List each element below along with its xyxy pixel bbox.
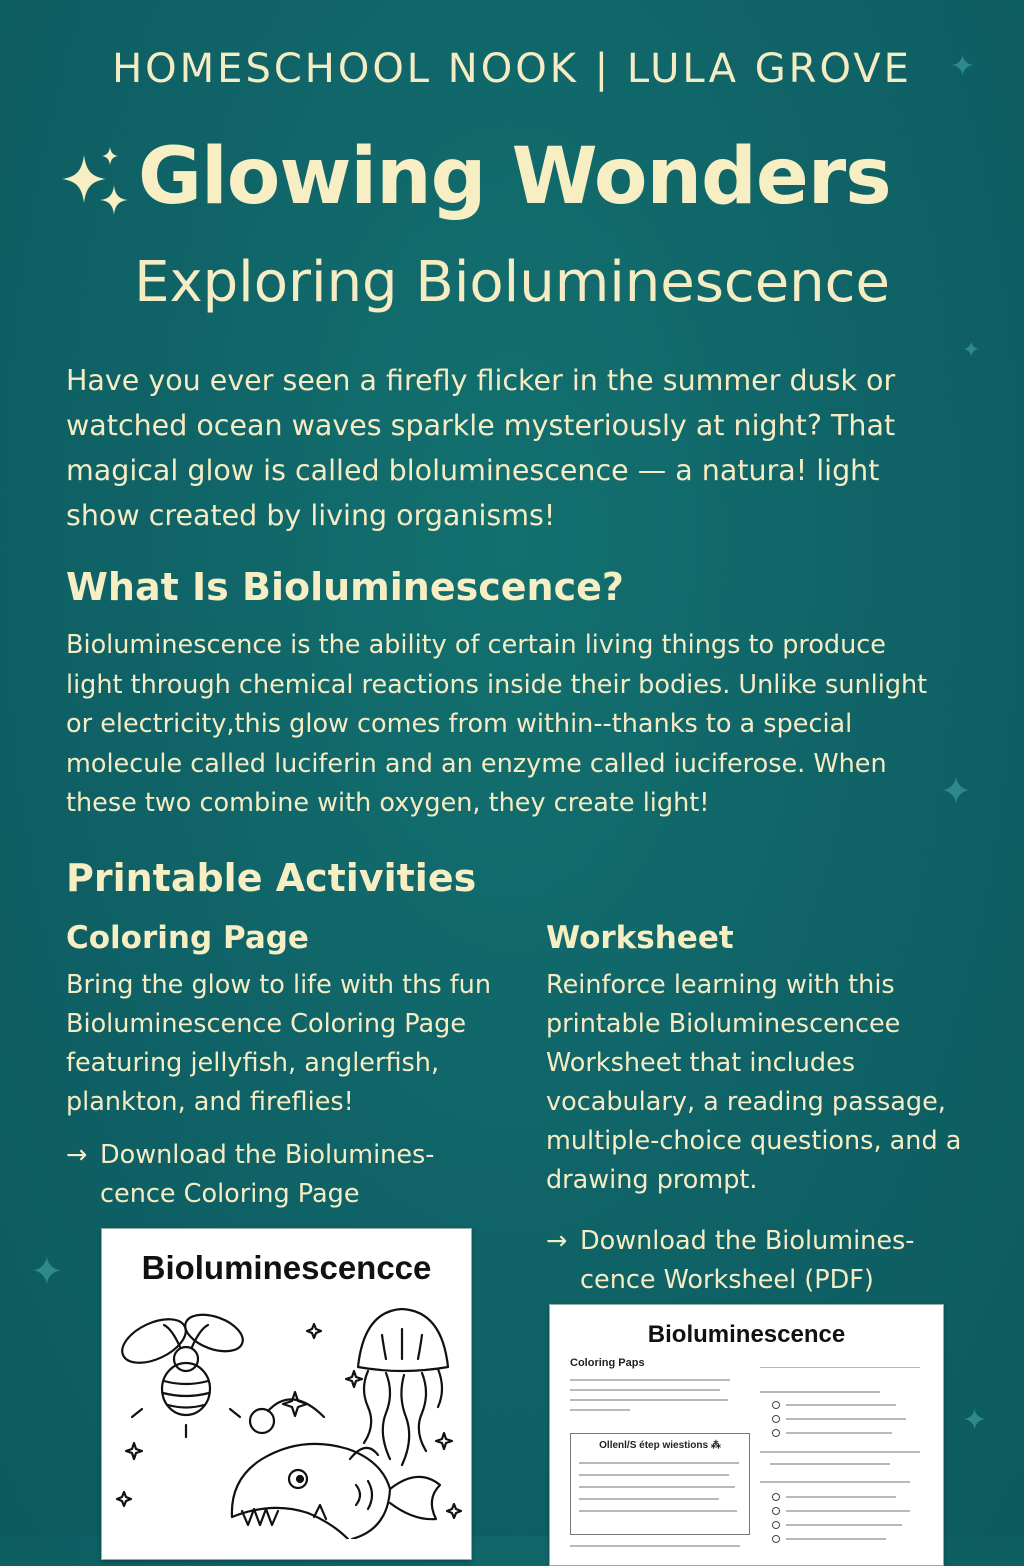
worksheet-description: Reinforce learning with this printable Bioluminescencee Worksheet that includes vocabulary, a reading passage, multiple-choice questions, and a drawing prompt. — [546, 970, 962, 1195]
worksheet-text-line — [786, 1404, 896, 1406]
coloring-page-preview[interactable] — [101, 1228, 472, 1560]
coloring-page-illustration — [102, 1289, 471, 1539]
worksheet-heading: Worksheet — [546, 920, 734, 956]
coloring-page-heading: Coloring Page — [66, 920, 309, 956]
worksheet-preview[interactable] — [549, 1304, 944, 1566]
worksheet-answer-bubble — [772, 1507, 780, 1515]
worksheet-text-line — [760, 1367, 920, 1368]
worksheet-text-line — [786, 1418, 906, 1420]
worksheet-text-line — [570, 1409, 630, 1411]
worksheet-answer-bubble — [772, 1493, 780, 1501]
worksheet-text-line — [786, 1432, 892, 1434]
worksheet-text-line — [770, 1463, 890, 1465]
download-worksheet-label: Download the Biolumines-cence Worksheel (PDF) — [580, 1226, 915, 1295]
firefly-icon — [116, 1308, 248, 1437]
worksheet-text-line — [570, 1389, 720, 1391]
worksheet-text-line — [570, 1399, 728, 1401]
worksheet-text-line — [786, 1538, 886, 1540]
anglerfish-icon — [232, 1399, 440, 1539]
section-heading-activities: Printable Activities — [66, 856, 477, 900]
worksheet-question-box — [570, 1433, 750, 1535]
brand-header: HOMESCHOOL NOOK | LULA GROVE — [112, 46, 912, 92]
worksheet-preview-title: Bioluminescence — [647, 1321, 846, 1348]
sparkle-icon — [60, 137, 132, 217]
page-subtitle: Exploring Bioluminescence — [134, 250, 890, 315]
coloring-page-description: Bring the glow to life with ths fun Bioluminescence Coloring Page featuring jellyfish, anglerfish, plankton, and fireflies! — [66, 970, 492, 1117]
download-worksheet-link[interactable] — [546, 1222, 966, 1300]
worksheet-column — [546, 920, 966, 1300]
coloring-page-column — [66, 920, 506, 1214]
worksheet-answer-bubble — [772, 1429, 780, 1437]
download-coloring-page-link[interactable] — [66, 1136, 506, 1214]
worksheet-answer-bubble — [772, 1415, 780, 1423]
worksheet-text-line — [786, 1524, 902, 1526]
worksheet-text-line — [579, 1474, 729, 1476]
sparkle-icon: ✦ — [962, 1403, 988, 1438]
sparkle-icon: ✦ — [950, 49, 976, 84]
title-row — [60, 132, 980, 222]
jellyfish-icon — [358, 1309, 448, 1465]
worksheet-text-line — [760, 1481, 910, 1483]
worksheet-text-line — [570, 1545, 740, 1547]
worksheet-box-title: Ollenl/S étep wiestions ⁂ — [599, 1440, 721, 1451]
sparkle-icon: ✦ — [940, 769, 972, 813]
worksheet-text-line — [579, 1486, 735, 1488]
arrow-right-icon: → — [66, 1140, 88, 1170]
worksheet-text-line — [579, 1498, 719, 1500]
worksheet-text-line — [760, 1391, 880, 1393]
worksheet-text-line — [579, 1510, 737, 1512]
worksheet-answer-bubble — [772, 1521, 780, 1529]
coloring-preview-title: Bioluminescencce — [141, 1249, 432, 1286]
what-is-paragraph: Bioluminescence is the ability of certain living things to produce light through chemical reactions inside their bodies. Unlike sunlight or electricity,this glow comes from within--thanks to a special molecule called luciferin and an enzyme called iuciferose. When these two combine with oxygen, they create light! — [66, 630, 928, 818]
arrow-right-icon: → — [546, 1226, 568, 1256]
intro-paragraph: Have you ever seen a firefly flicker in the summer dusk or watched ocean waves sparkle mysteriously at night? That magical glow is called bloluminescence — a natura! light show created by living organisms! — [66, 364, 896, 532]
worksheet-text-line — [570, 1379, 730, 1381]
sparkle-icon: ✦ — [30, 1249, 64, 1295]
page-title: Glowing Wonders — [138, 132, 891, 222]
sparkle-icon: ✦ — [962, 338, 981, 363]
download-coloring-page-label: Download the Biolumines-cence Coloring Page — [100, 1140, 435, 1209]
worksheet-text-line — [760, 1451, 920, 1453]
worksheet-text-line — [786, 1510, 910, 1512]
worksheet-preview-section: Coloring Paps — [570, 1357, 645, 1369]
worksheet-answer-bubble — [772, 1535, 780, 1543]
worksheet-text-line — [786, 1496, 896, 1498]
worksheet-answer-bubble — [772, 1401, 780, 1409]
section-heading-what-is: What Is Bioluminescence? — [66, 565, 624, 609]
worksheet-text-line — [579, 1462, 739, 1464]
